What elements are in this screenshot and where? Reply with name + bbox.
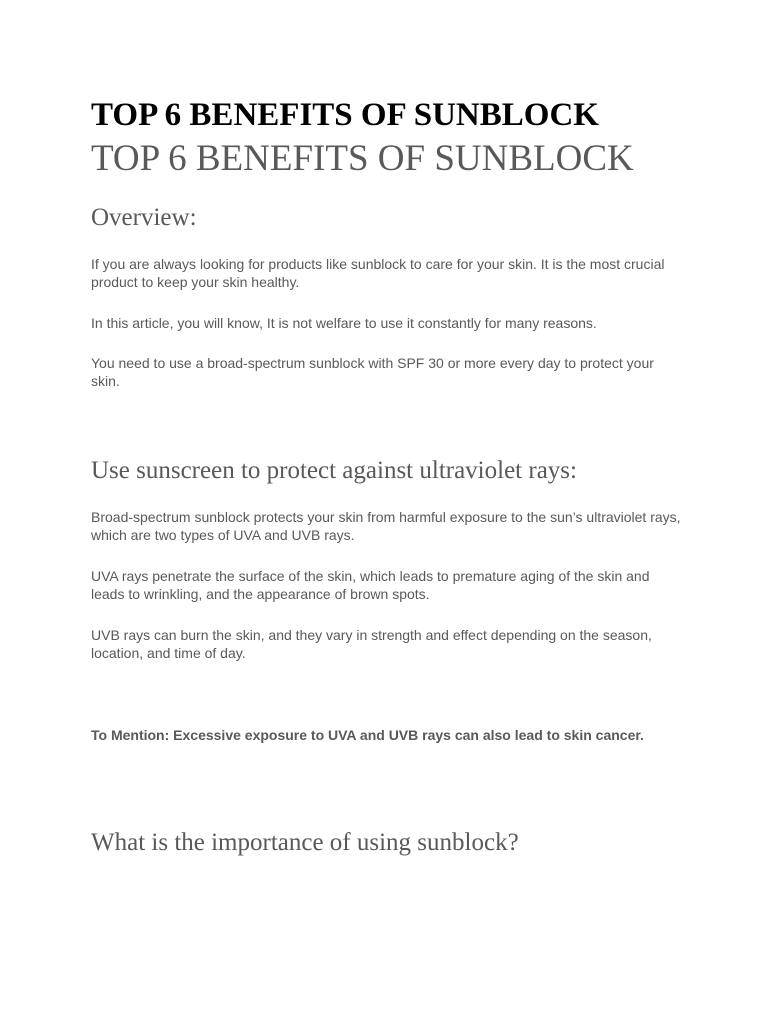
uv-paragraph-2: UVA rays penetrate the surface of the skin, which leads to premature aging of the skin and leads to wrinkling, and the appearance of brown spots. xyxy=(91,568,650,602)
mention-note: To Mention: Excessive exposure to UVA and UVB rays can also lead to skin cancer. xyxy=(91,727,644,743)
uv-paragraph-1: Broad-spectrum sunblock protects your skin from harmful exposure to the sun’s ultraviolet rays, which are two types of UVA and UVB rays. xyxy=(91,509,681,543)
overview-heading: Overview: xyxy=(91,204,197,231)
overview-paragraph-2: In this article, you will know, It is not welfare to use it constantly for many reasons. xyxy=(91,315,597,331)
importance-heading: What is the importance of using sunblock? xyxy=(91,829,519,856)
overview-paragraph-1: If you are always looking for products like sunblock to care for your skin. It is the most crucial product to keep your skin healthy. xyxy=(91,256,665,290)
overview-paragraph-3: You need to use a broad-spectrum sunblock with SPF 30 or more every day to protect your skin. xyxy=(91,355,654,389)
document-title: TOP 6 BENEFITS OF SUNBLOCK xyxy=(91,138,634,179)
uv-paragraph-3: UVB rays can burn the skin, and they vary in strength and effect depending on the season, location, and time of day. xyxy=(91,627,652,661)
document-title-bold: TOP 6 BENEFITS OF SUNBLOCK xyxy=(91,97,599,133)
uv-section-heading: Use sunscreen to protect against ultraviolet rays: xyxy=(91,457,577,484)
